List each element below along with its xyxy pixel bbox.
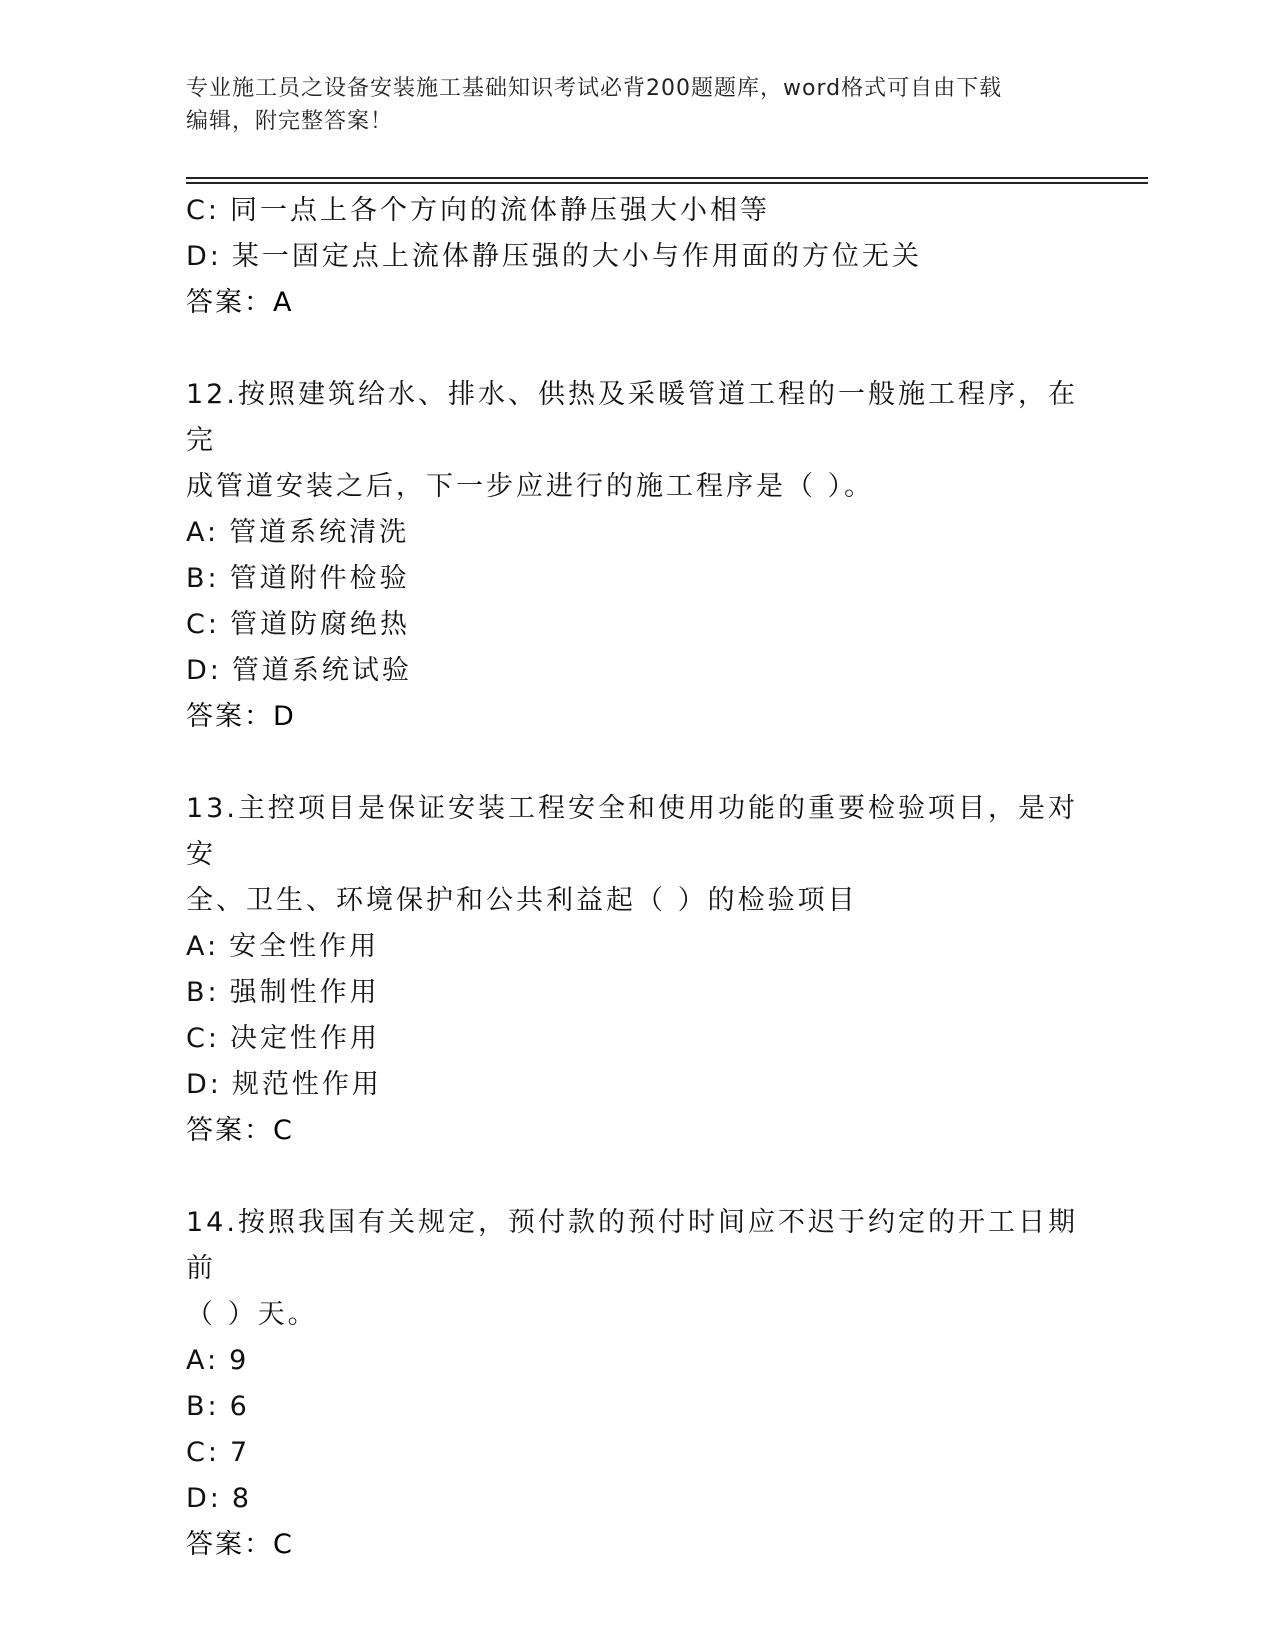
question-stem-line-2: 成管道安装之后，下一步应进行的施工程序是（ ）。 bbox=[186, 471, 875, 502]
answer-label: 答案：A bbox=[186, 287, 294, 318]
option-a: A: 管道系统清洗 bbox=[186, 517, 410, 548]
question-stem bbox=[186, 786, 1086, 924]
question-stem bbox=[186, 372, 1086, 510]
option-c: C: 管道防腐绝热 bbox=[186, 609, 410, 640]
question-stem-line-2: （ ）天。 bbox=[186, 1299, 318, 1330]
answer-label: 答案：D bbox=[186, 701, 296, 732]
question-stem-line-1: 12.按照建筑给水、排水、供热及采暖管道工程的一般施工程序，在完 bbox=[186, 379, 1078, 456]
option-b: B: 6 bbox=[186, 1391, 250, 1422]
header-divider-top bbox=[186, 177, 1148, 179]
option-d: D: 某一固定点上流体静压强的大小与作用面的方位无关 bbox=[186, 241, 922, 272]
option-b: B: 强制性作用 bbox=[186, 977, 380, 1008]
document-header bbox=[186, 72, 1066, 138]
option-c: C: 决定性作用 bbox=[186, 1023, 380, 1054]
question-stem-line-1: 14.按照我国有关规定，预付款的预付时间应不迟于约定的开工日期前 bbox=[186, 1207, 1078, 1284]
question-stem-line-2: 全、卫生、环境保护和公共利益起（ ）的检验项目 bbox=[186, 885, 858, 916]
option-d: D: 8 bbox=[186, 1483, 253, 1514]
header-line-2: 编辑，附完整答案！ bbox=[186, 109, 394, 134]
option-d: D: 规范性作用 bbox=[186, 1069, 382, 1100]
question-stem bbox=[186, 1200, 1086, 1338]
question-14 bbox=[186, 1200, 1086, 1568]
question-continued bbox=[186, 188, 1086, 326]
question-13 bbox=[186, 786, 1086, 1154]
option-b: B: 管道附件检验 bbox=[186, 563, 410, 594]
header-divider-bottom bbox=[186, 182, 1148, 184]
question-list bbox=[186, 188, 1086, 1568]
option-a: A: 安全性作用 bbox=[186, 931, 380, 962]
option-d: D: 管道系统试验 bbox=[186, 655, 412, 686]
question-12 bbox=[186, 372, 1086, 740]
header-line-1: 专业施工员之设备安装施工基础知识考试必背200题题库，word格式可自由下载 bbox=[186, 76, 1003, 101]
answer-label: 答案：C bbox=[186, 1529, 294, 1560]
option-c: C: 7 bbox=[186, 1437, 251, 1468]
option-c: C: 同一点上各个方向的流体静压强大小相等 bbox=[186, 195, 770, 226]
option-a: A: 9 bbox=[186, 1345, 250, 1376]
question-stem-line-1: 13.主控项目是保证安装工程安全和使用功能的重要检验项目，是对安 bbox=[186, 793, 1078, 870]
answer-label: 答案：C bbox=[186, 1115, 294, 1146]
